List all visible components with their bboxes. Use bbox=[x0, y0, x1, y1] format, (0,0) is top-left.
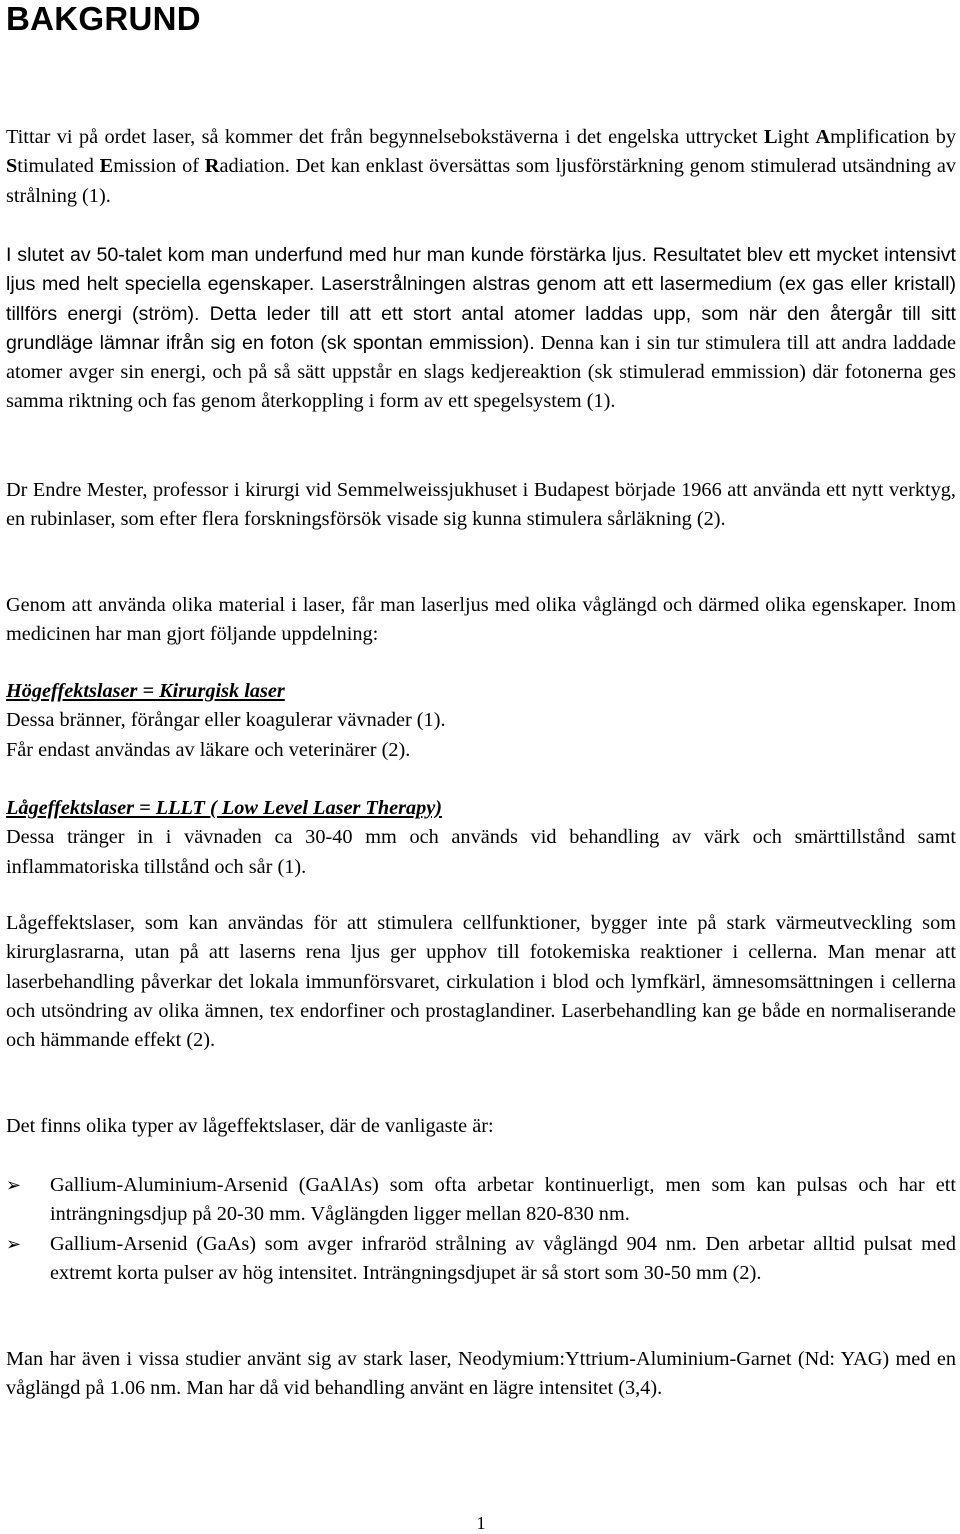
paragraph-mester: Dr Endre Mester, professor i kirurgi vid Semmelweissjukhuset i Budapest började 1966 att använda ett nytt verktyg, en rubinlaser, som efter flera forskningsförsök visade sig kunna stimulera sårläkning (2). bbox=[6, 479, 956, 531]
paragraph-types-intro: Det finns olika typer av lågeffektslaser, där de vanligaste är: bbox=[6, 1115, 494, 1137]
paragraph-laser-principle bbox=[6, 241, 956, 417]
list-item bbox=[6, 1230, 956, 1289]
heading-high-power: Högeffektslaser = Kirurgisk laser bbox=[6, 680, 285, 702]
laser-types-list bbox=[6, 1171, 956, 1288]
page-number: 1 bbox=[476, 1513, 486, 1533]
text-segment: mission of bbox=[113, 155, 205, 178]
acronym-letter-l: L bbox=[764, 126, 778, 148]
text-segment: ight bbox=[777, 126, 816, 148]
acronym-letter-s: S bbox=[6, 155, 18, 178]
arrow-bullet-icon: ➢ bbox=[6, 1233, 22, 1255]
arrow-bullet-icon: ➢ bbox=[6, 1175, 22, 1196]
list-item bbox=[6, 1171, 956, 1230]
text-segment-sans: I slutet av 50-talet kom man underfund med hur man kunde förstärka ljus. Resultatet blev ett mycket intensivt ljus med helt speciella egenskaper. Laserstrålningen alstras genom att ett lasermedium (ex gas eller kristall) tillförs energi (ström). Detta leder till att ett stort antal atomer laddas upp, som när den återgår till sitt grundläge lämnar ifrån sig en foton (sk spontan emmission). bbox=[6, 244, 956, 354]
text-segment: adiation. Det kan enklast översättas som ljusförstärkning genom stimulerad utsändning av strålning (1). bbox=[6, 155, 956, 207]
acronym-letter-a: A bbox=[815, 126, 831, 148]
paragraph-material: Genom att använda olika material i laser, får man laserljus med olika våglängd och därmed olika egenskaper. Inom medicinen har man gjort följande uppdelning: bbox=[6, 594, 956, 646]
paragraph-ndyag: Man har även i vissa studier använt sig av stark laser, Neodymium:Yttrium-Aluminium-Garnet (Nd: YAG) med en våglängd på 1.06 nm. Man har då vid behandling använt en lägre intensitet (3,4). bbox=[6, 1348, 956, 1400]
high-power-line-2: Får endast användas av läkare och veterinärer (2). bbox=[6, 738, 411, 761]
text-segment: Tittar vi på ordet laser, så kommer det från begynnelsebokstäverna i det engelska uttrycket bbox=[6, 126, 764, 148]
text-segment: timulated bbox=[17, 155, 100, 178]
text-segment: mplification by bbox=[830, 126, 957, 148]
list-item-text: Gallium-Aluminium-Arsenid (GaAlAs) som ofta arbetar kontinuerligt, men som kan pulsas och har ett inträngningsdjup på 20-30 mm. Våglängden ligger mellan 820-830 nm. bbox=[50, 1174, 956, 1226]
list-item-text: Gallium-Arsenid (GaAs) som avger infraröd strålning av våglängd 904 nm. Den arbetar alltid pulsat med extremt korta pulser av hög intensitet. Inträngningsdjupet är så stort som 30-50 mm (2). bbox=[50, 1232, 956, 1284]
paragraph-laser-etymology bbox=[6, 123, 956, 211]
section-high-power-laser bbox=[6, 677, 956, 765]
low-power-text: Dessa tränger in i vävnaden ca 30-40 mm och används vid behandling av värk och smärttillstånd samt inflammatoriska tillstånd och sår (1). bbox=[6, 826, 956, 878]
high-power-line-1: Dessa bränner, förångar eller koagulerar vävnader (1). bbox=[6, 709, 446, 732]
page-title: BAKGRUND bbox=[6, 0, 201, 37]
paragraph-low-power-description: Lågeffektslaser, som kan användas för att stimulera cellfunktioner, bygger inte på stark värmeutveckling som kirurglasrarna, utan på att laserns rena ljus ger upphov till fotokemiska reaktioner i cellerna. Man menar att laserbehandling påverkar det lokala immunförsvaret, cirkulation i blod och lymfkärl, ämnesomsättningen i cellerna och utsöndring av olika ämnen, tex endorfiner och prostaglandiner. Laserbehandling kan ge både en normaliserande och hämmande effekt (2). bbox=[6, 912, 956, 1052]
heading-low-power: Lågeffektslaser = LLLT ( Low Level Laser Therapy) bbox=[6, 797, 443, 819]
acronym-letter-r: R bbox=[204, 155, 220, 178]
acronym-letter-e: E bbox=[99, 155, 114, 178]
text-segment-serif: Denna kan i sin tur stimulera till att andra laddade atomer avger sin energi, och på så sätt uppstår en slags kedjereaktion (sk stimulerad emmission) där fotonerna ges samma riktning och fas genom återkoppling i form av ett spegelsystem (1). bbox=[6, 331, 956, 413]
section-low-power-laser bbox=[6, 794, 956, 882]
